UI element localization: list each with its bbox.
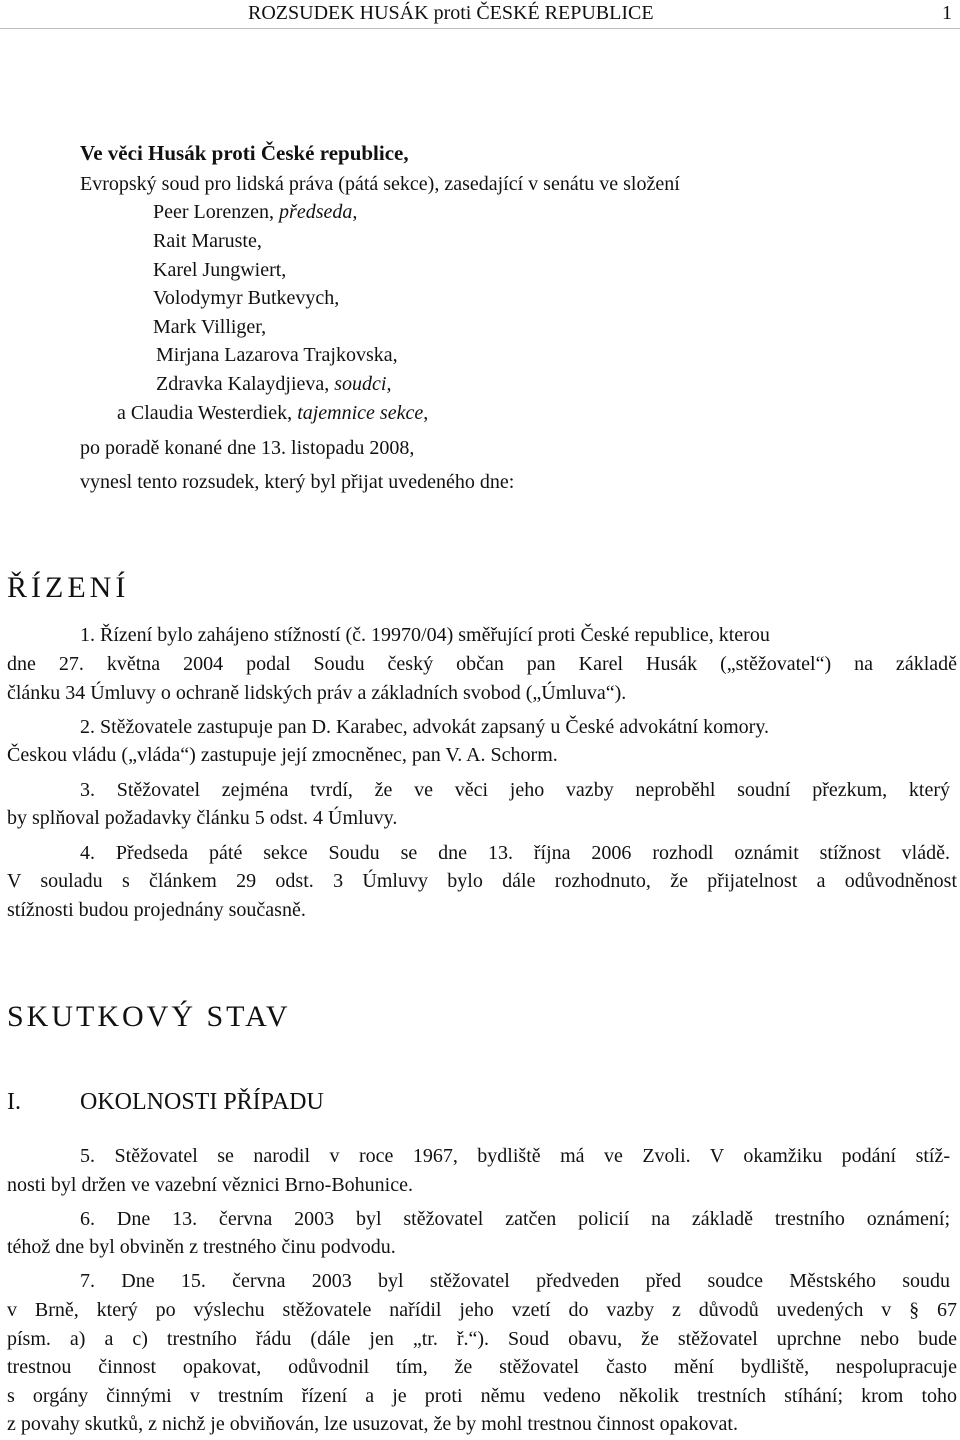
judge-line: Mark Villiger,	[153, 316, 267, 338]
paragraph-line: 6. Dne 13. června 2003 byl stěžovatel zatčen policií na základě trestního oznámení;	[80, 1208, 950, 1230]
page-header	[0, 0, 960, 29]
judge-line: Rait Maruste,	[153, 230, 262, 252]
paragraph-line: téhož dne byl obviněn z trestného činu podvodu.	[7, 1236, 396, 1258]
paragraph-line: by splňoval požadavky článku 5 odst. 4 Úmluvy.	[7, 807, 398, 829]
paragraph-line: V souladu s článkem 29 odst. 3 Úmluvy bylo dále rozhodnuto, že přijatelnost a odůvodněnost	[7, 870, 957, 892]
paragraph-line: stížnosti budou projednány současně.	[7, 899, 306, 921]
running-title: ROZSUDEK HUSÁK proti ČESKÉ REPUBLICE	[248, 2, 654, 24]
page-number: 1	[942, 2, 952, 24]
paragraph-line: 7. Dne 15. června 2003 byl stěžovatel předveden před soudce Městského soudu	[80, 1270, 950, 1292]
judge-line: Mirjana Lazarova Trajkovska,	[156, 344, 398, 366]
subsection-title: OKOLNOSTI PŘÍPADU	[80, 1089, 324, 1115]
paragraph-line: trestnou činnost opakovat, odůvodnil tím, že stěžovatel často mění bydliště, nespolupracuje	[7, 1356, 957, 1378]
case-title: Ve věci Husák proti České republice,	[80, 141, 409, 165]
paragraph-line: 2. Stěžovatele zastupuje pan D. Karabec, advokát zapsaný u České advokátní komory.	[80, 716, 770, 738]
paragraph-line: 5. Stěžovatel se narodil v roce 1967, bydliště má ve Zvoli. V okamžiku podání stíž-	[80, 1145, 950, 1167]
paragraph-line: nosti byl držen ve vazební věznici Brno-Bohunice.	[7, 1174, 413, 1196]
judge-line: Karel Jungwiert,	[153, 259, 287, 281]
paragraph-line: 1. Řízení bylo zahájeno stížností (č. 19970/04) směřující proti České republice, kterou	[80, 624, 770, 646]
paragraph-line: Českou vládu („vláda“) zastupuje její zmocněnec, pan V. A. Schorm.	[7, 744, 558, 766]
paragraph-line: z povahy skutků, z nichž je obviňován, lze usuzovat, že by mohl trestnou činnost opakovat.	[7, 1413, 738, 1435]
registrar-line: a Claudia Westerdiek, tajemnice sekce,	[117, 402, 429, 424]
judge-line: Volodymyr Butkevych,	[153, 287, 340, 309]
deliberation-line: po poradě konané dne 13. listopadu 2008,	[80, 437, 415, 459]
paragraph-line: s orgány činnými v trestním řízení a je proti němu vedeno několik trestních stíhání; krom toho	[7, 1385, 957, 1407]
subsection-number: I.	[7, 1089, 21, 1115]
section-heading-procedure: ŘÍZENÍ	[7, 571, 130, 604]
paragraph-line: 4. Předseda páté sekce Soudu se dne 13. října 2006 rozhodl oznámit stížnost vládě.	[80, 842, 950, 864]
court-composition: Evropský soud pro lidská práva (pátá sekce), zasedající v senátu ve složení	[80, 173, 680, 195]
judge-line: Peer Lorenzen, předseda,	[153, 201, 358, 223]
paragraph-line: v Brně, který po výslechu stěžovatele nařídil jeho vzetí do vazby z důvodů uvedených v § 67	[7, 1299, 957, 1321]
paragraph-line: článku 34 Úmluvy o ochraně lidských práv a základních svobod („Úmluva“).	[7, 682, 627, 704]
paragraph-line: dne 27. května 2004 podal Soudu český občan pan Karel Husák („stěžovatel“) na základě	[7, 653, 957, 675]
section-heading-facts: SKUTKOVÝ STAV	[7, 1000, 291, 1033]
judge-line: Zdravka Kalaydjieva, soudci,	[156, 373, 392, 395]
paragraph-line: 3. Stěžovatel zejména tvrdí, že ve věci jeho vazby neproběhl soudní přezkum, který	[80, 779, 950, 801]
delivery-line: vynesl tento rozsudek, který byl přijat uvedeného dne:	[80, 471, 515, 493]
paragraph-line: písm. a) a c) trestního řádu (dále jen „tr. ř.“). Soud obavu, že stěžovatel uprchne nebo bude	[7, 1328, 957, 1350]
